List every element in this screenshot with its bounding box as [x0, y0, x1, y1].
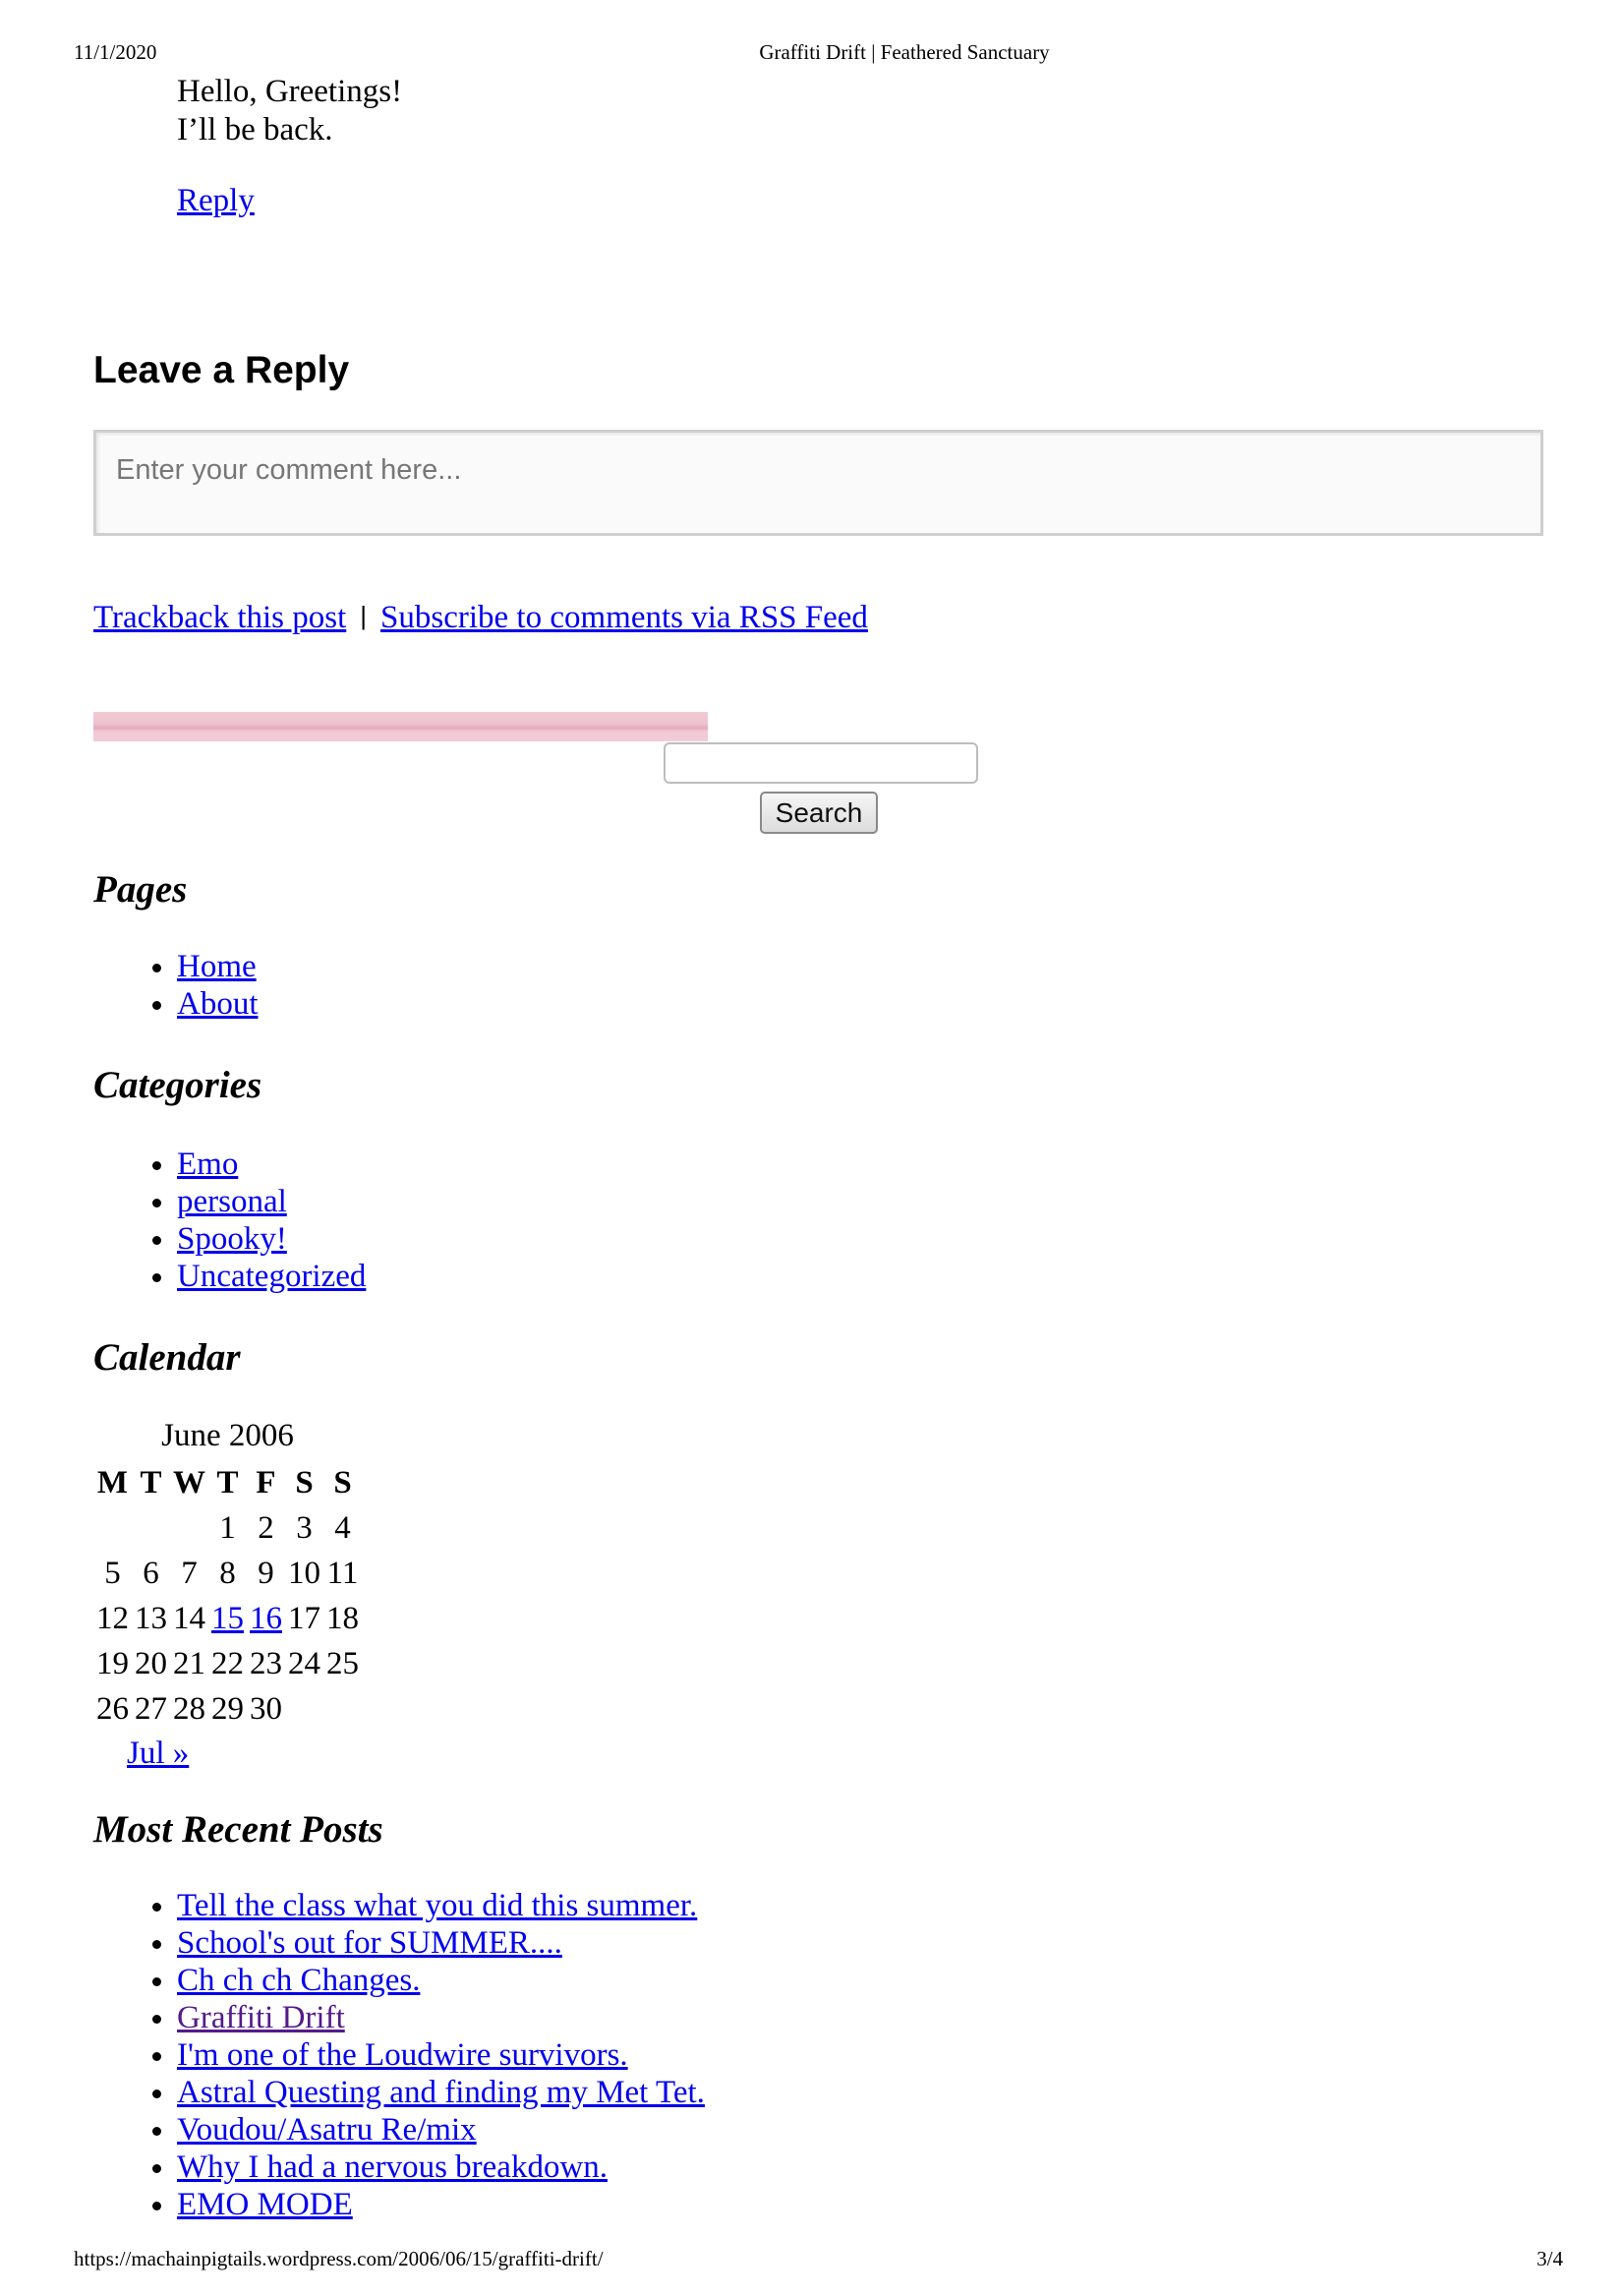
- calendar-day: 6: [143, 1555, 159, 1591]
- sidebar-top-bar: [93, 712, 708, 741]
- calendar-day: 1: [219, 1509, 236, 1546]
- recent-post-item: [177, 2036, 705, 2074]
- calendar-day: 29: [211, 1690, 244, 1727]
- calendar-day-link[interactable]: 16: [250, 1600, 282, 1636]
- calendar-empty-cell: [285, 1686, 323, 1732]
- page-item: [177, 948, 259, 985]
- recent-posts-heading: Most Recent Posts: [93, 1808, 383, 1851]
- calendar-day: 22: [211, 1645, 244, 1681]
- calendar-day: 20: [135, 1645, 167, 1681]
- calendar-day: 12: [96, 1600, 129, 1636]
- calendar-day: 26: [96, 1690, 129, 1727]
- calendar-day: 8: [219, 1555, 236, 1591]
- calendar-day: 5: [104, 1555, 121, 1591]
- calendar-day: 14: [173, 1600, 205, 1636]
- page-item: [177, 985, 259, 1023]
- recent-post-link[interactable]: Ch ch ch Changes.: [177, 1963, 421, 1998]
- calendar-day: 17: [288, 1600, 320, 1636]
- calendar-weekday: S: [333, 1465, 352, 1501]
- comment-text: [177, 73, 402, 149]
- calendar-empty-cell: [93, 1505, 132, 1551]
- print-page-number: 3/4: [1537, 2247, 1563, 2270]
- recent-post-item: [177, 2074, 705, 2111]
- search-input[interactable]: [664, 742, 978, 784]
- recent-post-link[interactable]: Graffiti Drift: [177, 2000, 345, 2035]
- calendar-day: 30: [250, 1690, 282, 1727]
- recent-post-link[interactable]: Voudou/Asatru Re/mix: [177, 2112, 477, 2148]
- calendar-day-link[interactable]: 15: [211, 1600, 244, 1636]
- recent-post-link[interactable]: Why I had a nervous breakdown.: [177, 2149, 609, 2185]
- calendar-day: 10: [288, 1555, 320, 1591]
- recent-post-link[interactable]: School's out for SUMMER....: [177, 1925, 562, 1961]
- calendar-weekday-row: [93, 1461, 362, 1505]
- calendar-day: 18: [326, 1600, 359, 1636]
- print-footer: [0, 2247, 1624, 2276]
- calendar-week-row: [93, 1596, 362, 1641]
- print-url: https://machainpigtails.wordpress.com/2006/06/15/graffiti-drift/: [74, 2247, 604, 2270]
- calendar-day: [247, 1596, 285, 1641]
- recent-posts-list: [93, 1887, 705, 2223]
- recent-post-item: [177, 1924, 705, 1962]
- calendar-day: 23: [250, 1645, 282, 1681]
- calendar-weekday: T: [216, 1465, 239, 1501]
- page-link[interactable]: Home: [177, 949, 257, 984]
- comment-line: I’ll be back.: [177, 112, 333, 147]
- calendar-day: 2: [258, 1509, 274, 1546]
- pages-heading: Pages: [93, 868, 188, 911]
- calendar-day: 9: [258, 1555, 274, 1591]
- calendar-empty-cell: [323, 1686, 362, 1732]
- calendar-weekday: F: [256, 1465, 276, 1501]
- calendar-day: 25: [326, 1645, 359, 1681]
- post-links: [93, 600, 868, 636]
- calendar-day: 11: [326, 1555, 359, 1591]
- calendar-week-row: [93, 1641, 362, 1686]
- calendar-empty-cell: [170, 1505, 208, 1551]
- calendar-day: 21: [173, 1645, 205, 1681]
- calendar-day: 24: [288, 1645, 320, 1681]
- recent-post-link[interactable]: Astral Questing and finding my Met Tet.: [177, 2075, 705, 2110]
- calendar-weekday: T: [140, 1465, 162, 1501]
- trackback-link[interactable]: Trackback this post: [93, 600, 347, 635]
- page-link[interactable]: About: [177, 986, 259, 1022]
- calendar-week-row: [93, 1686, 362, 1732]
- recent-post-link[interactable]: Tell the class what you did this summer.: [177, 1888, 698, 1923]
- recent-post-link[interactable]: EMO MODE: [177, 2187, 353, 2222]
- calendar-day: 7: [181, 1555, 198, 1591]
- categories-list: [93, 1146, 366, 1295]
- recent-post-item: [177, 1887, 705, 1924]
- recent-post-item: [177, 2186, 705, 2223]
- calendar-day: [208, 1596, 247, 1641]
- calendar-caption: June 2006: [161, 1418, 294, 1453]
- print-header: [0, 40, 1624, 70]
- pages-list: [93, 948, 259, 1023]
- category-item: [177, 1258, 366, 1295]
- calendar-heading: Calendar: [93, 1336, 241, 1379]
- calendar-day: 27: [135, 1690, 167, 1727]
- print-date: 11/1/2020: [74, 40, 157, 64]
- category-link[interactable]: Emo: [177, 1147, 239, 1182]
- comment-line: Hello, Greetings!: [177, 74, 403, 109]
- calendar-week-row: [93, 1505, 362, 1551]
- category-link[interactable]: personal: [177, 1184, 287, 1219]
- recent-post-item: [177, 1962, 705, 1999]
- category-item: [177, 1146, 366, 1183]
- calendar-weekday: S: [295, 1465, 314, 1501]
- calendar-widget: [93, 1416, 362, 1775]
- calendar-week-row: [93, 1551, 362, 1596]
- recent-post-link[interactable]: I'm one of the Loudwire survivors.: [177, 2037, 628, 2073]
- category-link[interactable]: Uncategorized: [177, 1259, 367, 1294]
- calendar-empty-cell: [132, 1505, 170, 1551]
- categories-heading: Categories: [93, 1064, 262, 1106]
- recent-post-item: [177, 1999, 705, 2036]
- calendar-next-month-link[interactable]: Jul »: [127, 1736, 190, 1771]
- calendar-day: 19: [96, 1645, 129, 1681]
- calendar-day: 3: [296, 1509, 313, 1546]
- comment-box: [93, 430, 1543, 536]
- subscribe-rss-link[interactable]: Subscribe to comments via RSS Feed: [380, 600, 868, 635]
- calendar-day: 4: [334, 1509, 351, 1546]
- calendar-weekday: W: [173, 1465, 205, 1501]
- category-link[interactable]: Spooky!: [177, 1221, 287, 1257]
- comment-input[interactable]: [96, 433, 1540, 533]
- search-button[interactable]: Search: [760, 792, 878, 834]
- calendar-day: 13: [135, 1600, 167, 1636]
- category-item: [177, 1220, 366, 1258]
- print-page-title: Graffiti Drift | Feathered Sanctuary: [759, 40, 1050, 64]
- calendar-table: [93, 1416, 362, 1732]
- search-form: [93, 742, 1543, 828]
- calendar-weekday: M: [96, 1465, 129, 1501]
- recent-post-item: [177, 2149, 705, 2186]
- comment-reply-link[interactable]: Reply: [177, 183, 255, 218]
- category-item: [177, 1183, 366, 1220]
- leave-reply-heading: Leave a Reply: [93, 349, 350, 391]
- link-separator: |: [360, 601, 368, 630]
- calendar-day: 28: [173, 1690, 205, 1727]
- recent-post-item: [177, 2111, 705, 2149]
